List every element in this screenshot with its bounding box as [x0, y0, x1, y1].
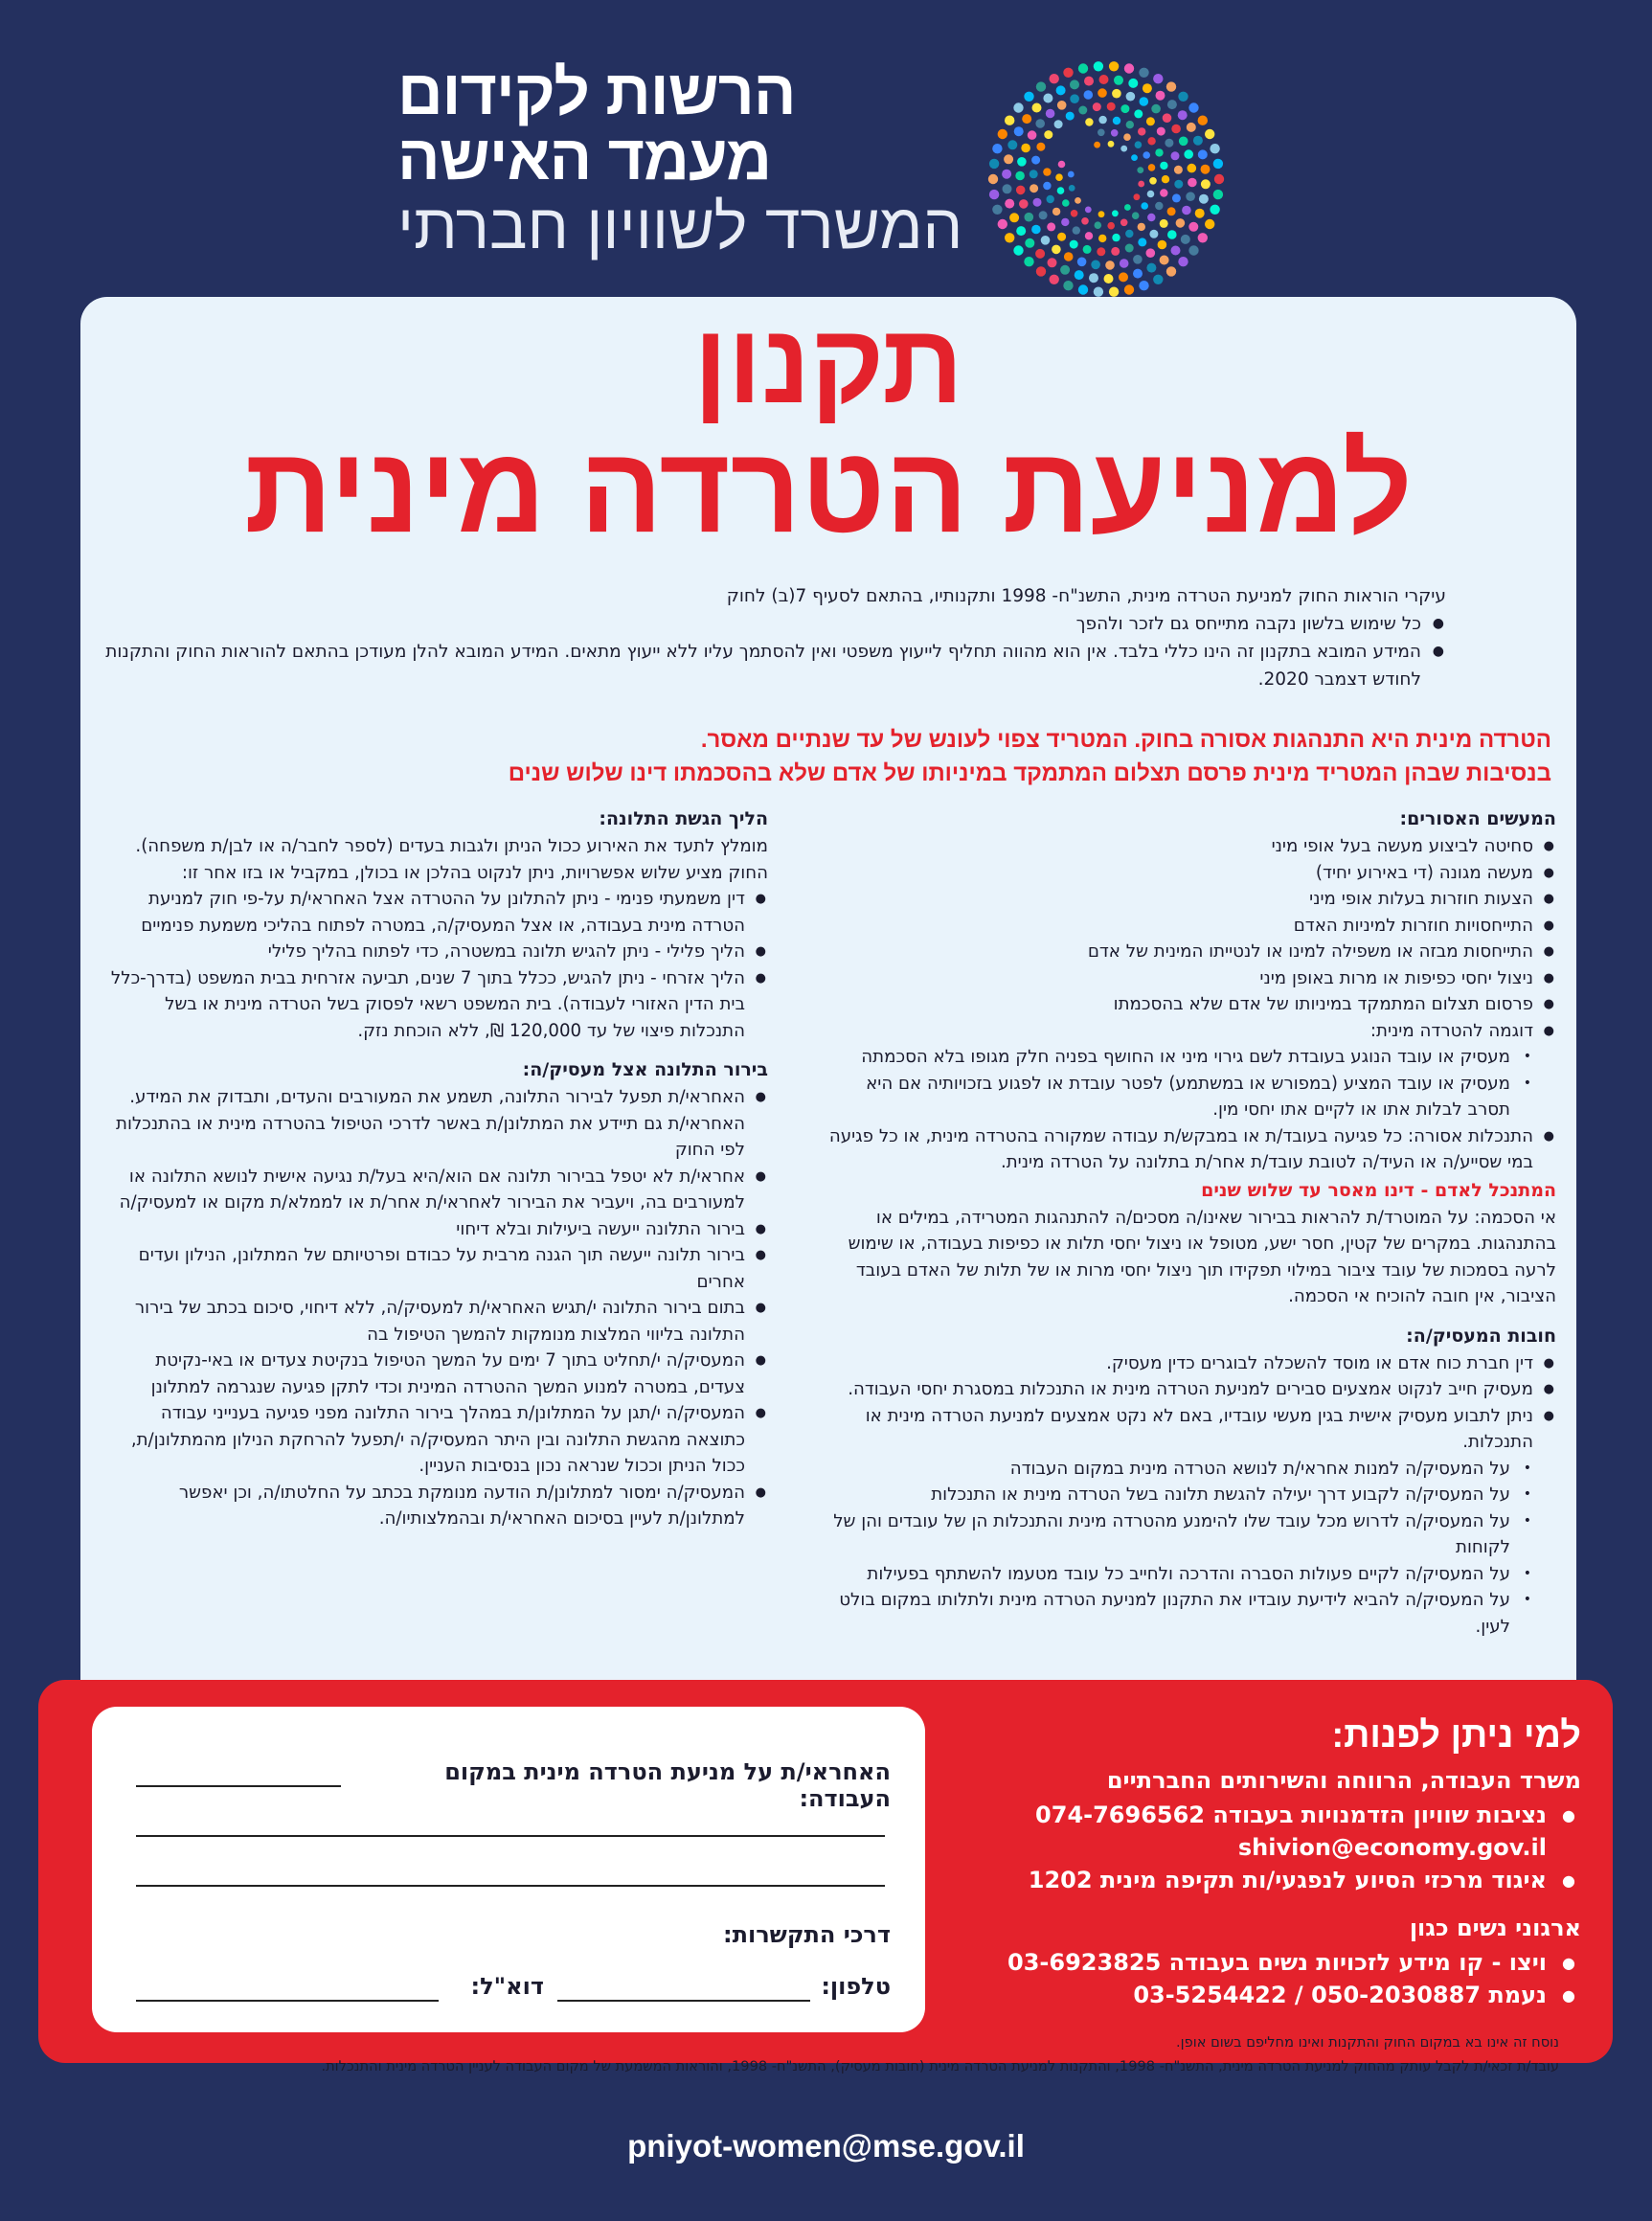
- logo-dot: [1112, 234, 1120, 241]
- duty-sub-item: • על המעסיק/ה לקבוע דרך יעילה להגשת תלונה בשל הטרדה מינית או התנכלות: [828, 1482, 1556, 1508]
- logo-dot: [1005, 116, 1014, 125]
- logo-dot: [1066, 112, 1075, 121]
- phone-label: טלפון:: [821, 1973, 891, 2000]
- logo-dot: [1171, 246, 1181, 256]
- logo-dot: [1146, 117, 1155, 125]
- list-item: ● איגוד מרכזי הסיוע לנפגעי/ות תקיפה מינית 1202: [911, 1864, 1581, 1896]
- logo-dot: [1109, 287, 1119, 297]
- logo-dot: [1107, 222, 1115, 230]
- logo-dot: [1112, 210, 1119, 216]
- logo-dot: [1031, 225, 1041, 235]
- logo-dot: [1114, 76, 1123, 85]
- logo-dot: [1120, 259, 1129, 268]
- logo-dot: [1188, 178, 1197, 188]
- logo-dot: [1013, 102, 1023, 112]
- logo-line-2: מעמד האישה: [397, 122, 772, 193]
- logo-dot: [1036, 143, 1045, 151]
- duty-sub-item: • על המעסיק/ה למנות אחראי/ת לנושא הטרדה מינית במקום העבודה: [828, 1456, 1556, 1483]
- list-item: ● מעסיק חייב לנקוט אמצעים סבירים למניעת הטרדה מינית או התנכלות במסגרת יחסי העבודה.: [828, 1376, 1556, 1403]
- logo-dot: [1014, 126, 1024, 136]
- logo-dot: [1062, 199, 1070, 207]
- logo-dot: [1005, 233, 1014, 242]
- intro-bullet: ● כל שימוש בלשון נקבה מתייחס גם לזכר ולהפך: [105, 610, 1446, 638]
- logo-dot: [1178, 92, 1188, 102]
- complaint-procedure-column: [107, 805, 768, 1532]
- logo-dot: [1105, 261, 1115, 270]
- logo-dot: [1188, 245, 1198, 255]
- logo-dot: [1178, 110, 1188, 120]
- logo-dot: [1133, 255, 1143, 264]
- logo-dot: [1153, 275, 1163, 284]
- logo-dot: [1084, 90, 1094, 100]
- footer-email-link[interactable]: pniyot-women@mse.gov.il: [627, 2128, 1025, 2164]
- logo-dot: [992, 205, 1002, 215]
- logo-dot: [1140, 97, 1149, 106]
- forbidden-acts-heading: המעשים האסורים:: [1399, 808, 1556, 829]
- logo-dot: [1107, 102, 1116, 111]
- logo-dot: [1131, 154, 1138, 161]
- logo-dot: [1214, 174, 1224, 184]
- logo-dot: [1056, 85, 1066, 95]
- logo-dot: [1133, 269, 1143, 279]
- list-item: ● האחראי/ת תפעל לבירור התלונה, תשמע את המעורבים והעדים, ותבדוק את המידע. האחראי/ת גם תיידע את המתלונן/ת באשר לדרכי הטיפול בהטרדה מינית או בהתנכלות לפי החוק: [107, 1084, 768, 1164]
- logo-dot: [1153, 74, 1163, 83]
- logo-dot: [1146, 248, 1156, 258]
- list-item: ● דין חברת כוח אדם או מוסד להשכלה לבוגרים כדין מעסיק.: [828, 1350, 1556, 1377]
- logo-dot: [1143, 151, 1150, 159]
- list-item: ● הליך אזרחי - ניתן להגיש, ככלל בתוך 7 שנים, תביעה אזרחית בבית המשפט (בדרך-כלל בית הדין האזורי לעבודה). בית המשפט רשאי לפסוק בשל הטרדה מינית או בשל התנכלות פיצוי של עד 120,000 ₪, ללא הוכחת נזק.: [107, 965, 768, 1045]
- list-item: ● הצעות חוזרות בעלות אופי מיני: [828, 886, 1556, 913]
- logo-dot: [1199, 194, 1209, 204]
- logo-dot: [1120, 104, 1129, 113]
- womens-organizations-heading: ארגוני נשים כגון: [1409, 1915, 1581, 1941]
- logo-dot: [1111, 247, 1120, 256]
- phone-field[interactable]: [557, 2000, 810, 2002]
- logo-dot: [1089, 273, 1098, 283]
- logo-dot: [1075, 270, 1084, 280]
- logo-dot: [1188, 164, 1197, 173]
- list-item: ● התייחסות מבזה או משפילה למינו או לנטייתו המינית של אדם: [828, 939, 1556, 965]
- logo-dot: [1094, 287, 1103, 297]
- logo-dot: [1184, 149, 1193, 159]
- logo-dot: [992, 144, 1002, 153]
- logo-dot: [1124, 284, 1134, 294]
- logo-dot: [1186, 192, 1195, 201]
- womens-organizations-list: [911, 1946, 1581, 2011]
- logo-dot: [1085, 232, 1093, 239]
- logo-dot: [1098, 116, 1106, 124]
- logo-dot: [1155, 148, 1163, 156]
- logo-dot: [1108, 141, 1115, 147]
- logo-dot: [1146, 263, 1156, 273]
- logo-dot: [1004, 154, 1013, 164]
- logo-dot: [1094, 61, 1103, 71]
- logo-dot: [1160, 162, 1167, 170]
- contact-info: [911, 1709, 1581, 2011]
- logo-dot: [1160, 256, 1169, 265]
- logo-dot: [1158, 240, 1167, 250]
- list-item: ● דין משמעתי פנימי - ניתן להתלונן על ההטרדה אצל האחראי/ת על-פי חוק למניעת הטרדה מינית בעבודה, או אצל המעסיק/ה, במטרה לפתוח בהליכי משמעת פנימיים: [107, 886, 768, 939]
- logo-dot: [1063, 281, 1073, 290]
- intro-bullet: ● המידע המובא בתקנון זה הינו כללי בלבד. אין הוא מהווה תחליף לייעוץ משפטי ואין להסתמך עליו ללא ייעוץ מתאים. המידע המובא להלן מעודכן בהתאם להוראות החוק והתקנות לחודש דצמבר 2020.: [105, 638, 1446, 693]
- list-item: ● ניתן לתבוע מעסיק אישית בגין מעשי עובדיו, באם לא נקט אמצעים למניעת הטרדה מינית או התנכלות.: [828, 1403, 1556, 1456]
- list-item: ● דוגמה להטרדה מינית:: [828, 1018, 1556, 1045]
- list-item: [911, 1799, 1581, 1864]
- logo-dot: [1139, 68, 1148, 78]
- logo-dot: [1138, 127, 1145, 135]
- logo-dot: [1210, 205, 1219, 215]
- logo-dot: [1048, 258, 1057, 267]
- logo-dot: [1160, 189, 1167, 196]
- logo-dot: [1171, 151, 1180, 160]
- logo-dot: [1003, 184, 1012, 193]
- logo-dot: [1083, 245, 1092, 254]
- logo-dot: [1078, 63, 1088, 73]
- logo-dot: [1013, 245, 1023, 255]
- logo-dot: [1085, 207, 1092, 214]
- logo-dot: [1098, 235, 1106, 242]
- logo-dot: [1119, 272, 1128, 282]
- logo-dot: [1030, 184, 1038, 193]
- employer-duties-heading: חובות המעסיק/ה:: [1406, 1325, 1556, 1347]
- logo-dot: [1120, 146, 1127, 152]
- logo-dot: [1109, 61, 1119, 71]
- logo-dot: [1036, 81, 1046, 91]
- commission-email-link[interactable]: shivion@economy.gov.il: [1237, 1834, 1547, 1861]
- logo-dot: [1141, 202, 1148, 210]
- footnote-line-2: עובד/ת זכאי/ת לקבל עותק מהחוק למניעת הטרדה מינית, התשנ"ח- 1998, והתקנות למניעת הטרדה מינית (חובות מעסיק), התשנ"ח- 1998, והוראות המשמעת של מקום העבודה לעניין הטרדה מינית והתנכלות.: [321, 2058, 1559, 2074]
- logo-dot: [1078, 106, 1087, 115]
- logo-dot: [1085, 118, 1093, 125]
- logo-dot: [1188, 222, 1198, 232]
- logo-dot: [1143, 83, 1152, 93]
- logo-dot: [1187, 123, 1196, 132]
- logo-line-1: הרשות לקידום: [397, 57, 796, 127]
- logo-dot: [1098, 211, 1105, 217]
- logo-dot: [1028, 130, 1037, 140]
- logo-dot: [1195, 209, 1205, 218]
- duty-sub-item: • על המעסיק/ה להביא לידיעת עובדיו את התקנון למניעת הטרדה מינית ולתלותו במקום בולט לעין.: [828, 1587, 1556, 1640]
- logo-dot: [1120, 219, 1128, 227]
- logo-dot: [1052, 245, 1061, 255]
- logo-dot: [1174, 180, 1183, 189]
- logo-dot: [1137, 167, 1143, 173]
- logo-dot: [1165, 139, 1173, 147]
- logo-dot: [1043, 182, 1051, 190]
- logo-dot: [1213, 190, 1223, 199]
- title-line-2: למניעת הטרדה מינית: [244, 421, 1413, 558]
- responsible-details-field-2[interactable]: [136, 1885, 885, 1887]
- logo-dot: [1047, 222, 1055, 231]
- logo-dot: [1188, 102, 1198, 112]
- logo-dot: [1068, 171, 1075, 178]
- logo-dot: [1084, 77, 1094, 86]
- logo-dot: [1112, 89, 1121, 99]
- logo-dot: [1054, 120, 1063, 128]
- example-item: • מעסיק או עובד המציע (במפורש או במשתמע) לפטר עובדת או לפגוע בזכויותיה אם היא תסרב לבלות אתו או לקיים אתו יחסי מין.: [828, 1071, 1556, 1123]
- logo-dot: [1091, 261, 1100, 270]
- logo-dot: [1166, 81, 1176, 91]
- logo-dot: [1069, 185, 1075, 192]
- logo-dot: [1171, 125, 1181, 134]
- responsible-name-field[interactable]: [136, 1785, 341, 1787]
- logo-dot: [1024, 92, 1033, 102]
- logo-dot: [1030, 170, 1038, 178]
- logo-dot: [1193, 136, 1203, 146]
- logo-dot: [1057, 101, 1067, 110]
- complaint-inquiry-heading: בירור התלונה אצל מעסיק/ה:: [522, 1059, 768, 1080]
- logo-dot: [1134, 193, 1141, 200]
- contact-methods-label: דרכי התקשרות:: [722, 1921, 891, 1948]
- logo-dot: [1017, 157, 1027, 167]
- logo-dot: [1055, 173, 1063, 181]
- logo-dot: [1097, 247, 1105, 256]
- logo-dot: [1138, 223, 1145, 231]
- list-item: ● ויצו - קו מידע לזכויות נשים בעבודה 03-6923825: [911, 1946, 1581, 1979]
- logo-dot: [1149, 177, 1157, 185]
- warning-line-2: בנסיבות שבהן המטריד מינית פרסם תצלום המתמקד במיניותו של אדם שלא בהסכמתו דינו שלוש שנים: [508, 760, 1551, 786]
- logo-dot: [1138, 181, 1144, 188]
- logo-dot: [1125, 244, 1134, 253]
- logo-dot: [1081, 217, 1089, 225]
- logo-dot: [1052, 208, 1060, 215]
- footnotes: [142, 2030, 1559, 2078]
- logo-dot: [1050, 275, 1059, 284]
- logo-dot: [1205, 219, 1214, 229]
- logo-dot: [1104, 274, 1114, 283]
- logo-dot: [988, 174, 998, 184]
- equal-opportunity-commission-contact: נציבות שוויון הזדמנויות בעבודה 074-7696562: [1035, 1802, 1547, 1828]
- warning-line-1: הטרדה מינית היא התנהגות אסורה בחוק. המטריד צפוי לעונש של עד שנתיים מאסר.: [700, 727, 1551, 753]
- logo-dot: [1046, 109, 1055, 119]
- logo-dot: [1147, 214, 1155, 221]
- logo-dot: [989, 159, 999, 169]
- logo-dot: [1057, 187, 1065, 194]
- logo-dot: [1201, 165, 1211, 174]
- logo-dot: [1198, 233, 1208, 242]
- ministry-contacts-list: [911, 1799, 1581, 1896]
- intro-section: [105, 582, 1446, 693]
- logo-dot: [1071, 210, 1078, 217]
- logo-dot: [1050, 74, 1059, 83]
- list-item: ● המעסיק/ה ימסור למתלונן/ת הודעה מנומקת בכתב על החלטתו/ה, וכן יאפשר למתלונן/ת לעיין בסיכום האחראי/ת ובהמלצותיו/ה.: [107, 1480, 768, 1532]
- list-item: ● סחיטה לביצוע מעשה בעל אופי מיני: [828, 833, 1556, 860]
- logo-dot: [1060, 265, 1070, 275]
- logo-dot: [1095, 221, 1102, 229]
- email-label: דוא"ל:: [470, 1973, 544, 2000]
- forbidden-acts-column: [828, 805, 1556, 1640]
- logo-dot: [1126, 92, 1136, 102]
- logo-dot: [1155, 202, 1163, 210]
- logo-dot: [998, 129, 1007, 139]
- logo-dot: [1176, 218, 1186, 228]
- logo-dot: [1025, 238, 1034, 248]
- list-item: ● בתום בירור התלונה י/תגיש האחראי/ת למעסיק/ה, ללא דיחוי, סיכום בכתב של בירור התלונה בליווי המלצות מנומקות להמשך הטיפול בה: [107, 1295, 768, 1348]
- logo-dot: [1039, 211, 1048, 219]
- logo-dot: [1057, 233, 1066, 241]
- logo-dot: [1151, 104, 1161, 114]
- title-line-1: תקנון: [693, 301, 963, 427]
- logo-dot: [1156, 91, 1165, 101]
- logo-dot: [1123, 133, 1131, 141]
- logo-dot: [1022, 114, 1031, 124]
- logo-dot: [1025, 213, 1034, 222]
- list-item: ● אחראי/ת לא יטפל בבירור תלונה אם הוא/היא בעל/ת נגיעה אישית לנושא התלונה או למעורבים בה, ויעביר את הבירור לאחראי/ת אחר/ת או לממלא/ת מקום או למעסיק/ה: [107, 1164, 768, 1216]
- logo-dot: [1073, 226, 1080, 234]
- logo-dot: [1167, 207, 1176, 215]
- logo-dot: [1070, 94, 1079, 103]
- logo-dot: [1058, 161, 1066, 169]
- complaint-procedure-heading: הליך הגשת התלונה:: [599, 808, 768, 829]
- logo-dot: [1078, 284, 1088, 294]
- logo-dot: [1182, 206, 1191, 215]
- logo-dot: [1007, 140, 1017, 149]
- logo-dot: [1147, 191, 1155, 198]
- logo-dot: [1075, 197, 1081, 204]
- list-item: ● בירור התלונה ייעשה ביעילות ובלא דיחוי: [107, 1216, 768, 1243]
- logo-line-3: המשרד לשוויון חברתי: [397, 191, 963, 261]
- logo-dot: [1002, 170, 1011, 179]
- employer-duties-list: [828, 1350, 1556, 1641]
- list-item: ● המעסיק/ה י/תגן על המתלונן/ת במהלך בירור התלונה מפני פגיעה בענייני עבודה כתוצאה מהגשת התלונה ובין היתר המעסיק/ה י/תפעל להרחקת הנילון מהמתלונן/ת, ככול הניתן וככול שנראה נכון בנסיבות העניין.: [107, 1400, 768, 1480]
- logo-dot: [1213, 159, 1223, 169]
- logo-dot: [1024, 257, 1033, 266]
- logo-dot: [1047, 195, 1054, 203]
- logo-dot: [1063, 68, 1073, 78]
- logo-dot: [1128, 79, 1138, 88]
- logo-dot: [1070, 240, 1078, 249]
- logo-dot: [1019, 199, 1029, 209]
- list-item: ● מעשה מגונה (די באירוע יחיד): [828, 860, 1556, 887]
- logo-dot: [1064, 252, 1074, 261]
- list-item: ● פרסום תצלום המתמקד במיניותו של אדם שלא בהסכמתו: [828, 991, 1556, 1018]
- logo-dot: [1016, 226, 1026, 236]
- logo-dot: [1125, 230, 1133, 238]
- logo-dot: [1005, 199, 1014, 209]
- logo-dot: [1174, 166, 1183, 174]
- list-item: ● הליך פלילי - ניתן להגיש תלונה במשטרה, כדי לפתוח בהליך פלילי: [107, 939, 768, 965]
- logo-dot: [1139, 281, 1148, 290]
- logo-dot: [1070, 79, 1079, 89]
- logo-dot: [1043, 94, 1052, 103]
- logo-dot: [1035, 249, 1045, 259]
- list-item: ● התייחסויות חוזרות למיניות האדם: [828, 913, 1556, 940]
- logo-dot: [1061, 218, 1069, 226]
- responsible-details-field[interactable]: [136, 1835, 885, 1837]
- logo-dot: [1009, 213, 1019, 222]
- duty-sub-item: • על המעסיק/ה לדרוש מכל עובד שלו להימנע מהטרדה מינית והתנכלות הן של עובדים והן של לקוחות: [828, 1508, 1556, 1561]
- logo-dot: [1098, 129, 1105, 137]
- logo-dot: [1099, 75, 1109, 84]
- logo-dot: [1098, 88, 1107, 98]
- logo-dot: [1077, 258, 1087, 267]
- list-item: ● בירור תלונה ייעשה תוך הגנה מרבית על כבודם ופרטיותם של המתלונן, הנילון ועדים אחרים: [107, 1242, 768, 1295]
- logo-dot: [1162, 175, 1169, 183]
- logo-dot: [1036, 266, 1046, 276]
- abuser-penalty-heading: המתנכל לאדם - דינו מאסר עד שלוש שנים: [1201, 1179, 1556, 1201]
- logo-dot: [1134, 109, 1143, 118]
- logo-dot: [1201, 179, 1211, 189]
- logo-dot: [1167, 100, 1177, 109]
- logo-dot: [1126, 121, 1134, 128]
- list-item: ● נעמת 050-2030887 / 03-5254422: [911, 1979, 1581, 2011]
- authority-logo-text: [397, 59, 972, 262]
- logo-dot: [1033, 198, 1042, 207]
- logo-dot: [1031, 156, 1040, 165]
- logo-dot: [1044, 130, 1052, 139]
- logo-dot: [1210, 144, 1219, 153]
- logo-dot: [1124, 204, 1131, 211]
- logo-dot: [1135, 141, 1143, 148]
- logo-dot: [1157, 127, 1165, 136]
- logo-dot: [1167, 230, 1177, 239]
- example-item: • מעסיק או עובד הנוגע בעובדת לשם גירוי מיני או החושף בפניה חלק מגופו בלא הסכמתה: [828, 1044, 1556, 1071]
- retaliation-item: ● התנכלות אסורה: כל פגיעה בעובד/ת או במבקש/ת עבודה שמקורה בהטרדה מינית, או כל פגיעה במי שסייע/ה או העיד/ה לטובת עובד/ת אחר/ת בתלונה על הטרדה מינית.: [828, 1123, 1556, 1176]
- logo-dot: [1093, 102, 1101, 111]
- complaint-paragraph: מומלץ לתעד את האירוע ככול הניתן ולגבות בעדים (לספר לחבר/ה או לבן/ת משפחה).: [135, 836, 768, 856]
- logo-dot: [1205, 129, 1214, 139]
- contact-heading: למי ניתן לפנות:: [1331, 1715, 1581, 1756]
- responsible-person-label: האחראי/ת על מניעת הטרדה מינית במקום העבודה:: [444, 1758, 891, 1812]
- logo-dot: [1181, 235, 1190, 244]
- complaint-paragraph: החוק מציע שלוש אפשרויות, ניתן לנקוט בהלכן או בכולן, במקביל או בזו אחר זו:: [181, 862, 768, 883]
- logo-dot: [1021, 144, 1030, 153]
- footnote-line-1: נוסח זה אינו בא במקום החוק והתקנות ואינו מחליפם בשום אופן.: [1176, 2034, 1559, 2051]
- logo-dot: [1035, 119, 1045, 128]
- logo-dot: [989, 190, 999, 199]
- logo-dot: [1113, 117, 1120, 125]
- logo-dot: [1148, 164, 1156, 171]
- logo-dot: [1147, 137, 1155, 145]
- logo-dot: [1138, 238, 1146, 246]
- ministry-name: משרד העבודה, הרווחה והשירותים החברתיים: [1106, 1767, 1581, 1794]
- duty-sub-item: • על המעסיק/ה לקיים פעולות הסברה והדרכה ולחייב כל עובד מטעמו להשתתף בפעילות: [828, 1561, 1556, 1588]
- logo-dot: [1166, 266, 1176, 276]
- complaint-options-list: [107, 886, 768, 1044]
- forbidden-acts-list: [828, 833, 1556, 1176]
- intro-lead: עיקרי הוראות החוק למניעת הטרדה מינית, התשנ"ח- 1998 ותקנותיו, בהתאם לסעיף 7(ב) לחוק: [726, 586, 1446, 606]
- logo-dot: [1015, 171, 1025, 181]
- logo-dot: [1179, 137, 1188, 147]
- consent-paragraph: אי הסכמה: על המוטרד/ת להראות בבירור שאינו/ה מסכים/ה להתנהגות המטרידה, במילים או בהתנהגות. במקרים של קטין, חסר ישע, מטופל או ניצול יחסי תלות או כפיפות בעבודה, או שימוש לרעה בסמכות של עובד ציבור במילוי תפקידו תוך ניצול יחסי מרות או של תלות של האדם בעובד הציבור, אין חובה להוכיח אי הסכמה.: [848, 1207, 1556, 1306]
- logo-dot: [1132, 212, 1140, 219]
- logo-dot: [1041, 236, 1051, 245]
- email-field[interactable]: [136, 2000, 439, 2002]
- logo-dot: [1160, 219, 1168, 228]
- logo-dot: [1198, 116, 1208, 125]
- logo-dot: [1043, 168, 1051, 175]
- warning-statement: [105, 723, 1551, 790]
- dotted-circle-logo-icon: [986, 59, 1226, 299]
- list-item: ● ניצול יחסי כפיפות או מרות באופן מיני: [828, 965, 1556, 992]
- logo-dot: [1124, 63, 1134, 73]
- logo-dot: [1172, 193, 1181, 202]
- logo-dot: [1198, 149, 1208, 159]
- logo-dot: [1032, 103, 1042, 113]
- page-title: [80, 301, 1576, 558]
- complaint-inquiry-list: [107, 1084, 768, 1532]
- logo-dot: [1178, 257, 1188, 266]
- logo-dot: [1149, 230, 1158, 238]
- logo-dot: [1111, 129, 1119, 137]
- logo-dot: [1016, 186, 1026, 195]
- logo-dot: [1163, 113, 1172, 123]
- logo-dot: [1094, 142, 1100, 148]
- logo-dot: [998, 219, 1007, 229]
- list-item: ● המעסיק/ה י/תחליט בתוך 7 ימים על המשך הטיפול בנקיטת צעדים או באי-נקיטת צעדים, במטרה למנוע המשך ההטרדה המינית וכדי לתקן פגיעה שנגרמה למתלונן: [107, 1348, 768, 1400]
